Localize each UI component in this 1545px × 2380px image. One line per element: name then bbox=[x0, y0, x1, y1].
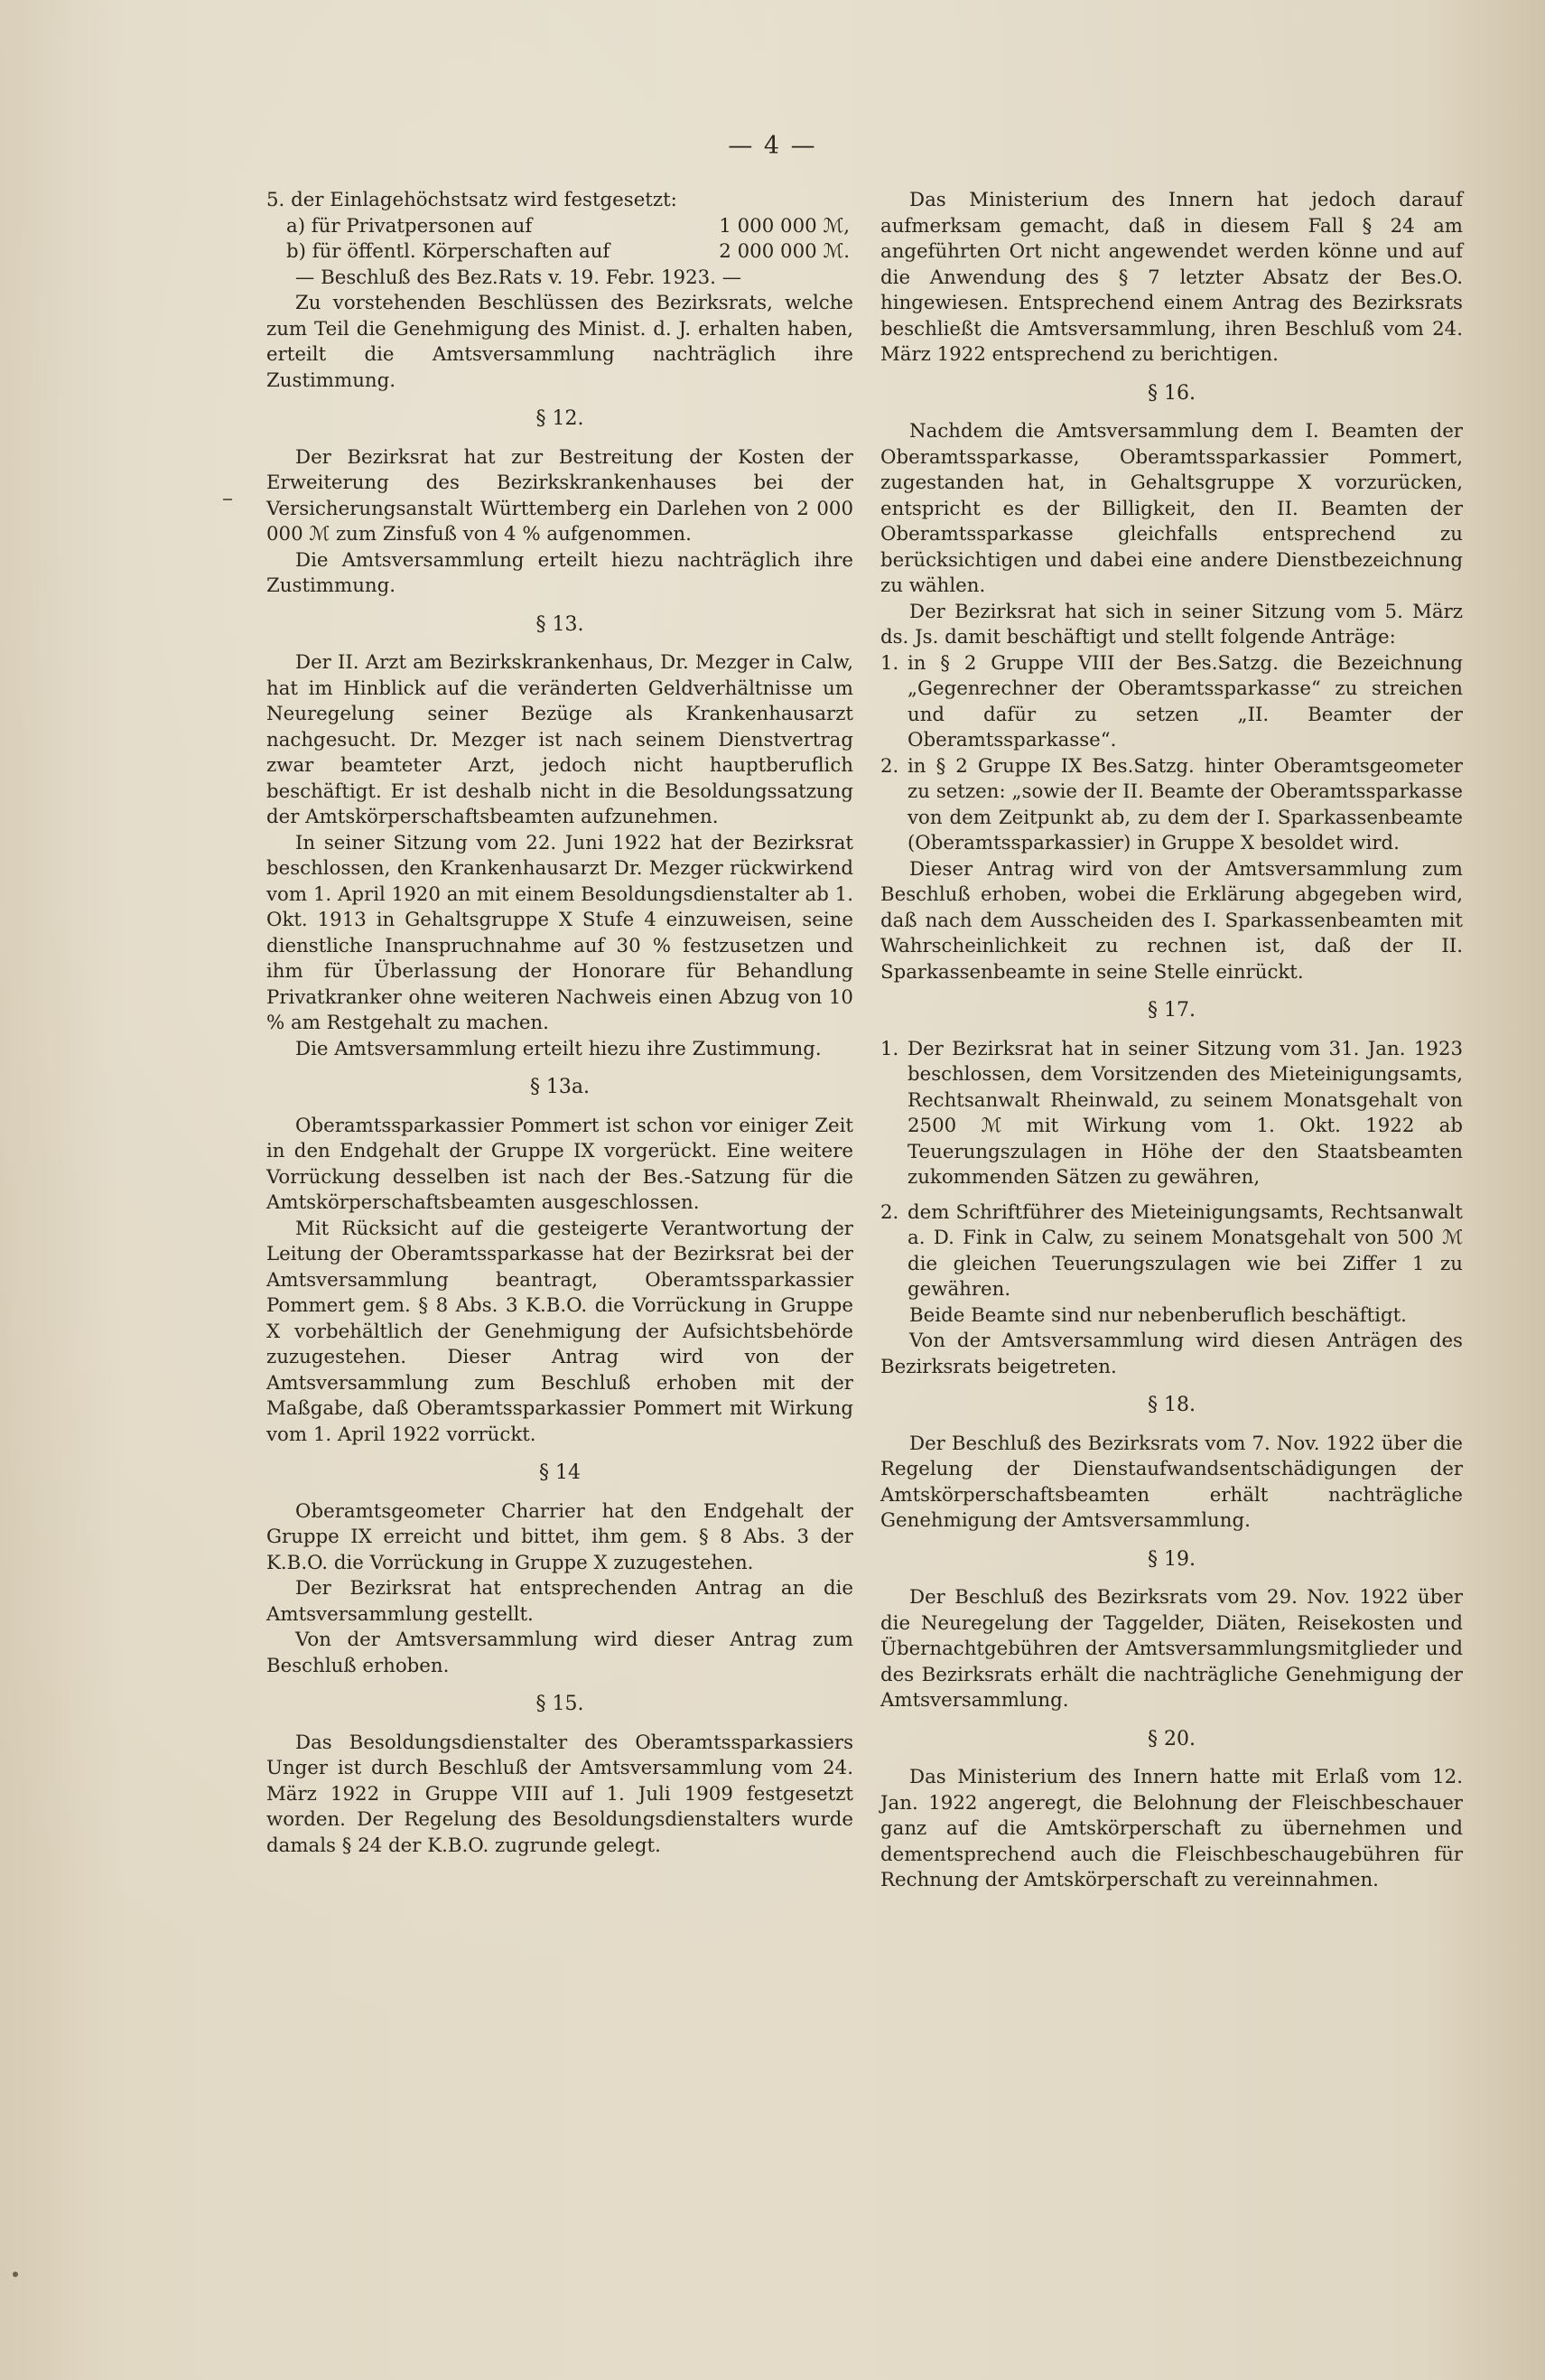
list-text: in § 2 Gruppe VIII der Bes.Satzg. die Bezeichnung „Gegenrechner der Oberamtssparkasse“ zu streichen und dafür zu setzen „II. Beamter der Oberamtssparkasse“. bbox=[907, 651, 1463, 751]
left-column bbox=[266, 188, 853, 1859]
section-13a-heading: § 13a. bbox=[529, 1076, 591, 1098]
list-text: dem Schriftführer des Mieteinigungsamts, Rechtsanwalt a. D. Fink in Calw, zu seinem Monatsgehalt von 500 ℳ die gleichen Teuerungszulagen wie bei Ziffer 1 zu gewähren. bbox=[907, 1200, 1463, 1301]
approval-paragraph: Zu vorstehenden Beschlüssen des Bezirksrats, welche zum Teil die Genehmigung des Minist. d. J. erhalten haben, erteilt die Amtsversammlung nachträglich ihre Zustimmung. bbox=[266, 292, 853, 392]
section-17-paragraph-2: Von der Amtsversammlung wird diesen Anträgen des Bezirksrats beigetreten. bbox=[880, 1330, 1463, 1378]
section-13-paragraph-2: In seiner Sitzung vom 22. Juni 1922 hat der Bezirksrat beschlossen, den Krankenhausarzt Dr. Mezger rückwirkend vom 1. April 1920 an mit einem Besoldungsdienstalter ab 1. Okt. 1913 in Gehaltsgruppe X Stufe 4 einzuweisen, seine dienstliche Inanspruchnahme auf 30 % festzusetzen und ihm für Überlassung der Honorare für Behandlung Privatkranker ohne weiteren Nachweis einen Abzug von 10 % am Restgehalt zu machen. bbox=[266, 831, 853, 1034]
section-14-paragraph-2: Der Bezirksrat hat entsprechenden Antrag an die Amtsversammlung gestellt. bbox=[266, 1577, 853, 1626]
ministry-note-paragraph: Das Ministerium des Innern hat jedoch darauf aufmerksam gemacht, daß in diesem Fall § 24 am angeführten Ort nicht angewendet werden könne und auf die Anwendung des § 7 letzter Absatz der Bes.O. hingewiesen. Entsprechend einem Antrag des Bezirksrats beschließt die Amtsversammlung, ihren Beschluß vom 24. März 1922 entsprechend zu berichtigen. bbox=[880, 189, 1463, 366]
section-12-paragraph-2: Die Amtsversammlung erteilt hiezu nachträglich ihre Zustimmung. bbox=[266, 548, 853, 597]
list-number: 2. bbox=[880, 754, 899, 778]
section-16-paragraph-1: Nachdem die Amtsversammlung dem I. Beamten der Oberamtssparkasse, Oberamtssparkassier Pommert, zugestanden hat, in Gehaltsgruppe X vorzurücken, entspricht es der Billigkeit, den II. Beamten der Oberamtssparkasse gleichfalls entsprechend zu berücksichtigen und dabei eine andere Dienstbezeichnung zu wählen. bbox=[880, 420, 1463, 597]
section-17-item-1 bbox=[880, 1037, 1463, 1191]
list-number: 1. bbox=[880, 651, 899, 675]
section-16-paragraph-2: Der Bezirksrat hat sich in seiner Sitzung vom 5. März ds. Js. damit beschäftigt und stellt folgende Anträge: bbox=[880, 600, 1463, 649]
list-text: Der Bezirksrat hat in seiner Sitzung vom 31. Jan. 1923 beschlossen, dem Vorsitzenden des Mieteinigungsamts, Rechtsanwalt Rheinwald, zu seinem Monatsgehalt von 2500 ℳ mit Wirkung vom 1. Okt. 1922 ab Teuerungszulagen in Höhe der den Staatsbeamten zukommenden Sätzen zu gewähren, bbox=[907, 1037, 1463, 1189]
section-13-paragraph-1: Der II. Arzt am Bezirkskrankenhaus, Dr. Mezger in Calw, hat im Hinblick auf die veränderten Geldverhältnisse um Neuregelung seiner Bezüge als Krankenhausarzt nachgesucht. Dr. Mezger ist nach seinem Dienstvertrag zwar beamteter Arzt, jedoch nicht hauptberuflich beschäftigt. Er ist deshalb nicht in die Besoldungssatzung der Amtskörperschaftsbeamten aufzunehmen. bbox=[266, 651, 853, 828]
list-number: 1. bbox=[880, 1037, 899, 1060]
spacer bbox=[880, 1191, 1463, 1200]
section-12-paragraph-1: Der Bezirksrat hat zur Bestreitung der Kosten der Erweiterung des Bezirkskrankenhauses bei der Versicherungsanstalt Württemberg ein Darlehen von 2 000 000 ℳ zum Zinsfuß von 4 % aufgenommen. bbox=[266, 445, 853, 546]
section-17-paragraph-1: Beide Beamte sind nur nebenberuflich beschäftigt. bbox=[909, 1303, 1407, 1327]
section-18-paragraph-1: Der Beschluß des Bezirksrats vom 7. Nov. 1922 über die Regelung der Dienstaufwandsentschädigungen der Amtskörperschaftsbeamten erhält nachträgliche Genehmigung der Amtsversammlung. bbox=[880, 1432, 1463, 1532]
section-13-heading: § 13. bbox=[535, 612, 584, 636]
paper-speck bbox=[13, 2272, 18, 2277]
limit-row-public bbox=[266, 239, 853, 266]
margin-tick bbox=[223, 499, 232, 500]
section-16-heading: § 16. bbox=[1148, 381, 1196, 405]
section-20-paragraph-1: Das Ministerium des Innern hatte mit Erlaß vom 12. Jan. 1922 angeregt, die Belohnung der Fleischbeschauer ganz auf die Amtskörperschaft zu übernehmen und dementsprechend auch die Fleischbeschaugebühren für Rechnung der Amtskörperschaft zu vereinnahmen. bbox=[880, 1766, 1463, 1891]
limit-value-private: 1 000 000 ℳ, bbox=[719, 214, 850, 238]
list-text: in § 2 Gruppe IX Bes.Satzg. hinter Oberamtsgeometer zu setzen: „sowie der II. Beamte der Oberamtssparkasse von dem Zeitpunkt ab, zu dem der I. Sparkassenbeamte (Oberamtssparkassier) in Gruppe X besoldet wird. bbox=[907, 754, 1463, 854]
decision-note: — Beschluß des Bez.Rats v. 19. Febr. 1923. — bbox=[295, 266, 742, 289]
section-16-item-2 bbox=[880, 754, 1463, 857]
section-13a-paragraph-1: Oberamtssparkassier Pommert ist schon vor einiger Zeit in den Endgehalt der Gruppe IX vorgerückt. Eine weitere Vorrückung desselben ist nach der Bes.-Satzung für die Amtskörperschaftsbeamten ausgeschlossen. bbox=[266, 1114, 853, 1214]
section-12-heading: § 12. bbox=[535, 407, 584, 430]
section-17-heading: § 17. bbox=[1148, 999, 1196, 1022]
section-19-heading: § 19. bbox=[1148, 1547, 1196, 1571]
section-19-paragraph-1: Der Beschluß des Bezirksrats vom 29. Nov. 1922 über die Neuregelung der Taggelder, Diäten, Reisekosten und Übernachtgebühren der Amtsversammlungsmitglieder und des Bezirksrats erhält die nachträgliche Genehmigung der Amtsversammlung. bbox=[880, 1586, 1463, 1712]
section-14-heading: § 14 bbox=[539, 1461, 581, 1484]
item-5-intro: 5. der Einlagehöchstsatz wird festgesetzt: bbox=[266, 189, 677, 211]
section-14-paragraph-1: Oberamtsgeometer Charrier hat den Endgehalt der Gruppe IX erreicht und bittet, ihm gem. § 8 Abs. 3 der K.B.O. die Vorrückung in Gruppe X zuzugestehen. bbox=[266, 1499, 853, 1574]
section-18-heading: § 18. bbox=[1148, 1394, 1196, 1416]
section-16-paragraph-3: Dieser Antrag wird von der Amtsversammlung zum Beschluß erhoben, wobei die Erklärung abgegeben wird, daß nach dem Ausscheiden des I. Sparkassenbeamten mit Wahrscheinlichkeit zu rechnen ist, daß der II. Sparkassenbeamte in seine Stelle einrückt. bbox=[880, 857, 1463, 984]
section-17-item-2 bbox=[880, 1200, 1463, 1303]
section-13a-paragraph-2: Mit Rücksicht auf die gesteigerte Verantwortung der Leitung der Oberamtssparkasse hat der Bezirksrat bei der Amtsversammlung beantragt, Oberamtssparkassier Pommert gem. § 8 Abs. 3 K.B.O. die Vorrückung in Gruppe X vorbehältlich der Genehmigung der Aufsichtsbehörde zuzugestehen. Dieser Antrag wird von der Amtsversammlung zum Beschluß erhoben mit der Maßgabe, daß Oberamtssparkassier Pommert mit Wirkung vom 1. April 1922 vorrückt. bbox=[266, 1217, 853, 1446]
limit-row-private bbox=[266, 214, 853, 240]
page-number: — 4 — bbox=[728, 132, 817, 160]
section-15-paragraph-1: Das Besoldungsdienstalter des Oberamtssparkassiers Unger ist durch Beschluß der Amtsversammlung vom 24. März 1922 in Gruppe VIII auf 1. Juli 1909 festgesetzt worden. Der Regelung des Besoldungsdienstalters wurde damals § 24 der K.B.O. zugrunde gelegt. bbox=[266, 1731, 853, 1857]
right-column bbox=[880, 188, 1463, 1894]
section-14-paragraph-3: Von der Amtsversammlung wird dieser Antrag zum Beschluß erhoben. bbox=[266, 1629, 853, 1677]
section-13-paragraph-3: Die Amtsversammlung erteilt hiezu ihre Zustimmung. bbox=[295, 1037, 822, 1060]
limit-value-public: 2 000 000 ℳ. bbox=[719, 240, 850, 263]
section-16-item-1 bbox=[880, 651, 1463, 754]
limit-label-private: a) für Privatpersonen auf bbox=[286, 214, 533, 238]
section-20-heading: § 20. bbox=[1148, 1727, 1196, 1750]
limit-label-public: b) für öffentl. Körperschaften auf bbox=[286, 240, 610, 263]
section-15-heading: § 15. bbox=[535, 1693, 584, 1715]
list-number: 2. bbox=[880, 1200, 899, 1224]
